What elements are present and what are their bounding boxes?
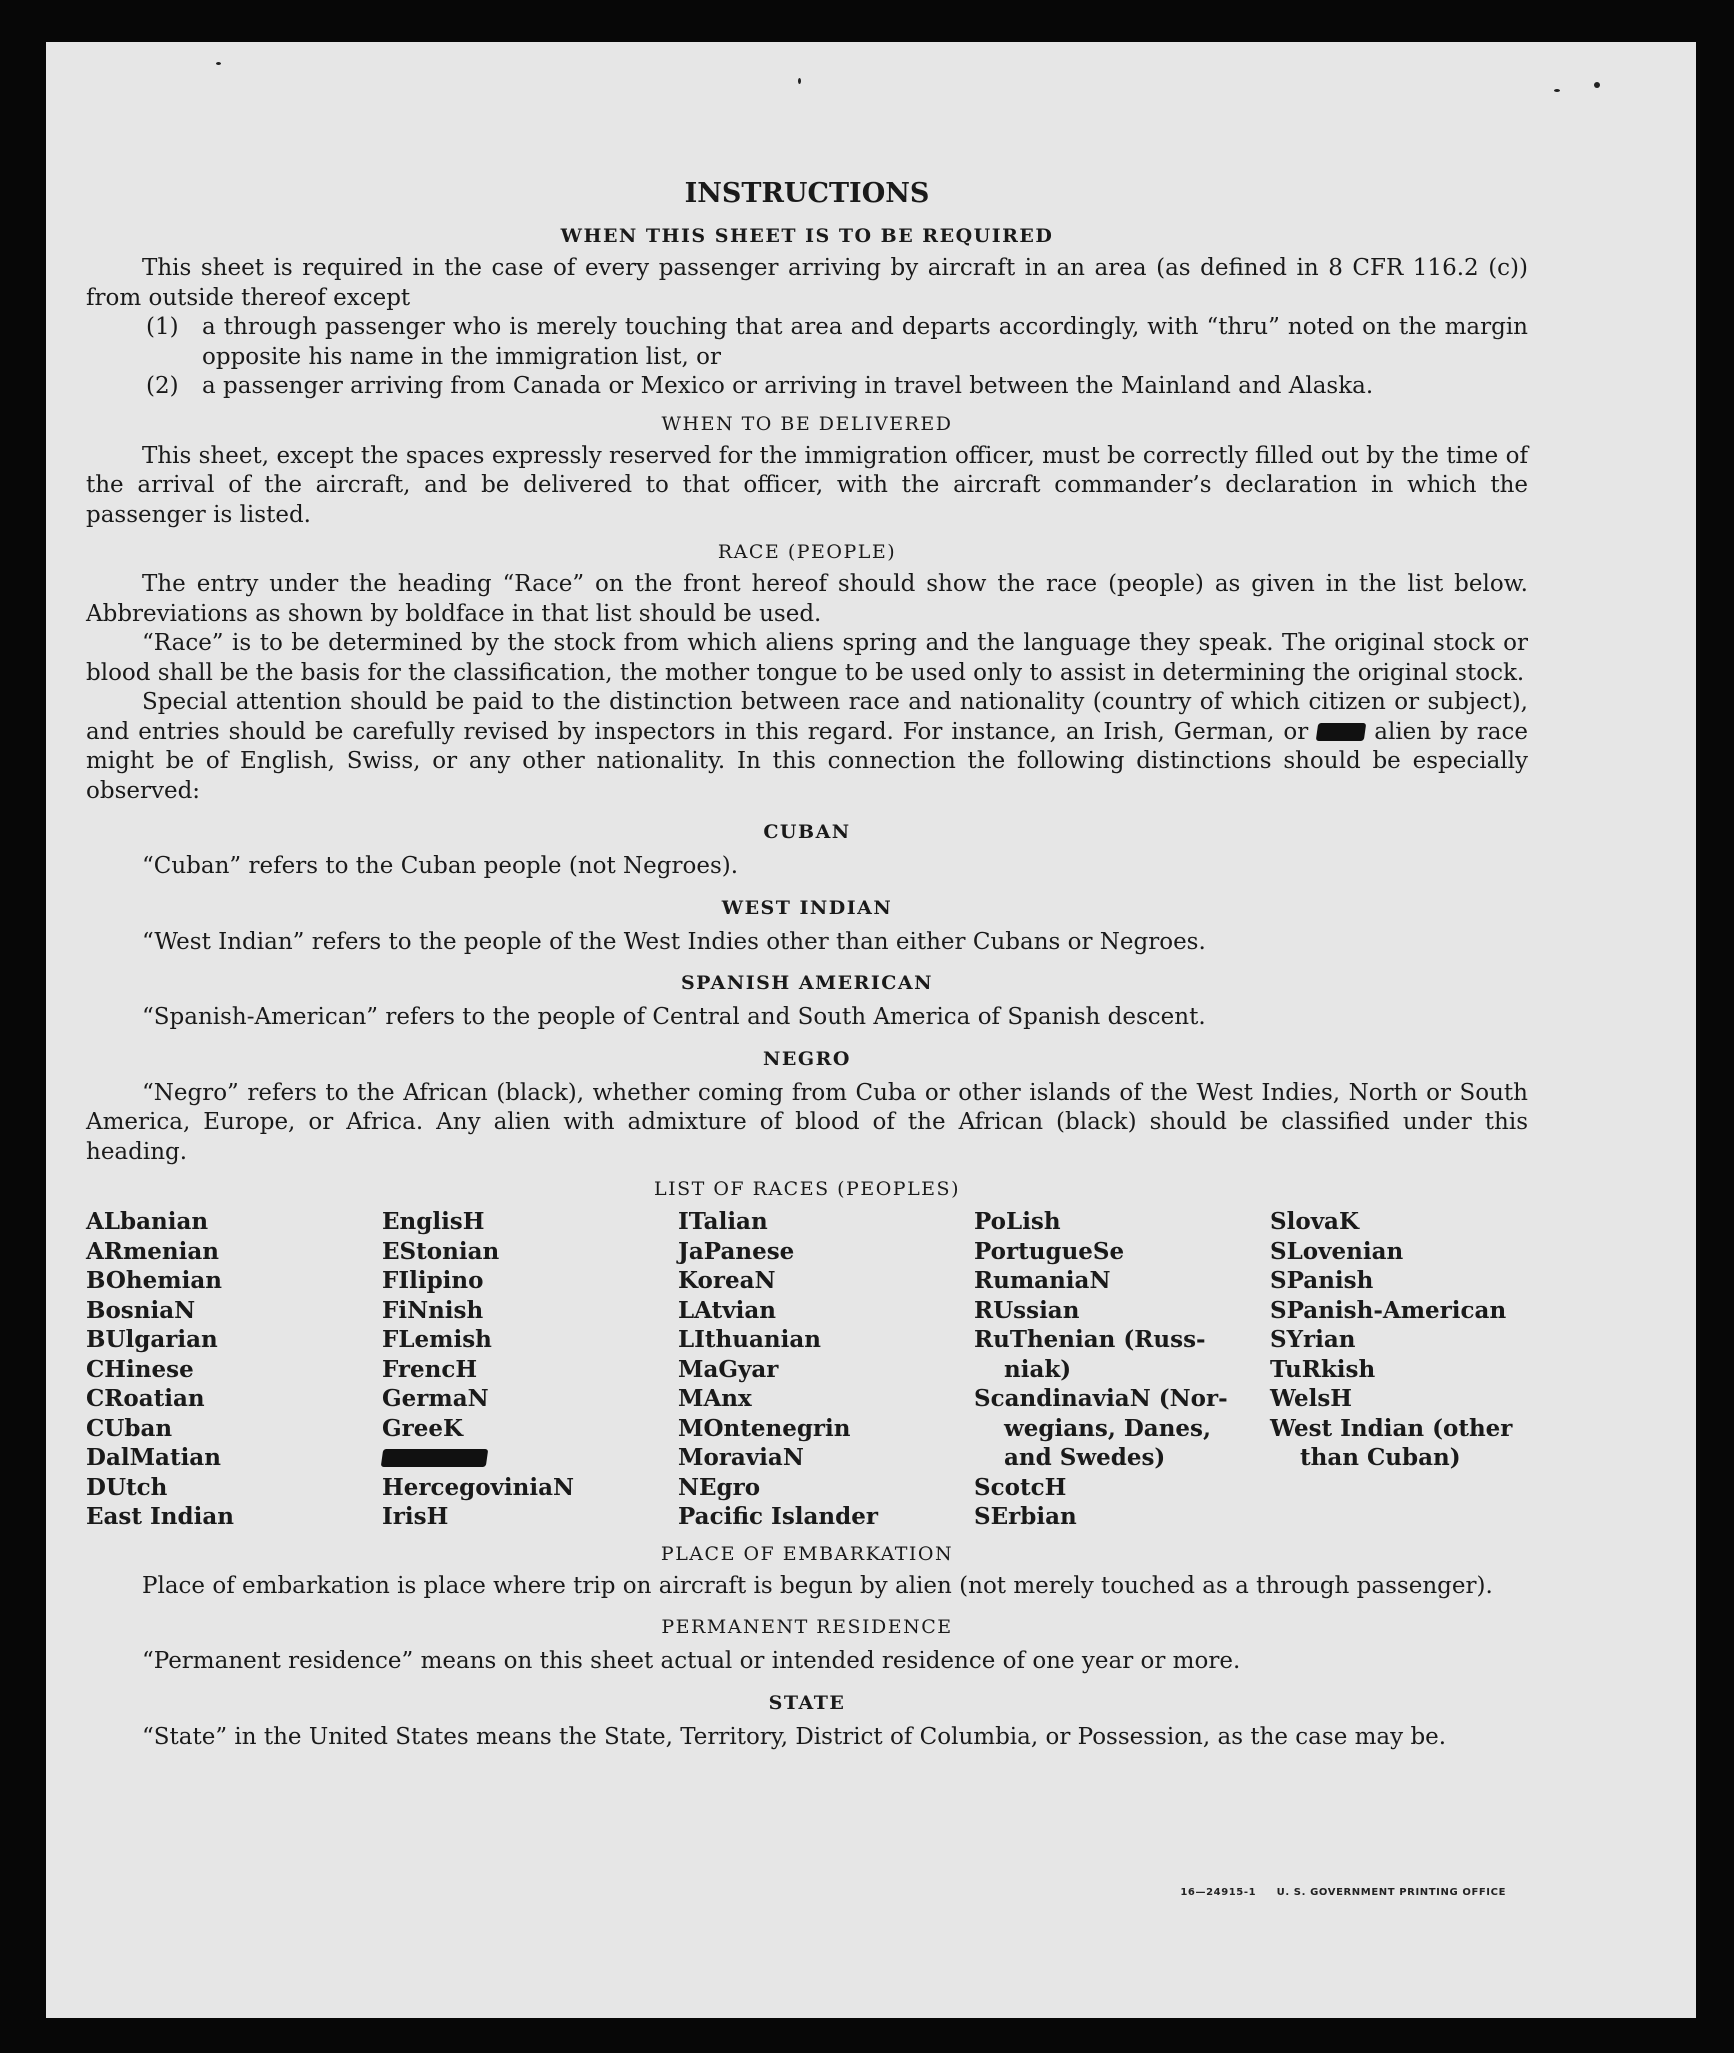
redaction-mark xyxy=(1316,723,1367,741)
race-entry: CRoatian xyxy=(86,1385,205,1412)
cuban-text: “Cuban” refers to the Cuban people (not Negroes). xyxy=(142,853,739,879)
heading-residence: PERMANENT RESIDENCE xyxy=(661,1616,953,1638)
document-page xyxy=(46,42,1696,2018)
exception-item xyxy=(146,313,1528,372)
race-entry: GreeK xyxy=(382,1414,464,1442)
embarkation-text: Place of embarkation is place where trip on aircraft is begun by alien (not merely touched as a through passenger). xyxy=(142,1572,1493,1599)
race-entry: ScotcH xyxy=(974,1473,1067,1501)
state-text: “State” in the United States means the State, Territory, District of Columbia, or Possession, as the case may be. xyxy=(142,1723,1447,1750)
race-entry: FIlipino xyxy=(382,1267,484,1294)
race-entry: WelsH xyxy=(1270,1385,1353,1412)
race-column xyxy=(86,1207,382,1532)
race-entry: CHinese xyxy=(86,1355,194,1383)
heading-cuban: CUBAN xyxy=(763,821,851,843)
race-entry: SYrian xyxy=(1270,1326,1356,1353)
race-entry: SlovaK xyxy=(1270,1208,1359,1235)
race-entry: East Indian xyxy=(86,1503,234,1530)
exception-item xyxy=(146,372,1528,402)
race-entry: SLovenian xyxy=(1270,1237,1404,1265)
negro-text: “Negro” refers to the African (black), whether coming from Cuba or other islands of the West Indies, North or South America, Europe, or Africa. Any alien with admixture of blood of the African (black) should be classified under this heading. xyxy=(86,1079,1528,1165)
heading-when-required: WHEN THIS SHEET IS TO BE REQUIRED xyxy=(560,225,1054,247)
race-entry: BUlgarian xyxy=(86,1326,218,1353)
race-entry: KoreaN xyxy=(678,1267,776,1294)
race-entry: PortugueSe xyxy=(974,1237,1125,1265)
race-column xyxy=(678,1207,974,1532)
west-indian-text: “West Indian” refers to the people of the West Indies other than either Cubans or Negroes. xyxy=(142,928,1206,955)
race-entry: FLemish xyxy=(382,1326,492,1353)
spanish-american-text: “Spanish-American” refers to the people of Central and South America of Spanish descent. xyxy=(142,1004,1206,1030)
heading-state: STATE xyxy=(768,1691,846,1714)
exception-number: (1) xyxy=(146,314,179,340)
race-paragraph-3 xyxy=(86,688,1528,806)
race-entry: ARmenian xyxy=(86,1237,220,1265)
race-entry: ALbanian xyxy=(86,1208,209,1235)
exception-number: (2) xyxy=(146,373,179,399)
race-entry: SErbian xyxy=(974,1503,1077,1530)
race-column xyxy=(382,1207,678,1532)
race-entry: SPanish-American xyxy=(1270,1296,1507,1324)
race-entry: West Indian (other xyxy=(1270,1414,1513,1442)
race-entry: HercegoviniaN xyxy=(382,1473,575,1501)
redaction-mark xyxy=(381,1449,489,1467)
race-entry: RUssian xyxy=(974,1296,1080,1324)
heading-when-delivered: WHEN TO BE DELIVERED xyxy=(661,412,953,435)
race-entry: MAnx xyxy=(678,1385,752,1412)
race-entry-continued: niak) xyxy=(1004,1355,1072,1383)
form-code: 16—24915-1 xyxy=(1180,1887,1257,1898)
race-entry: NEgro xyxy=(678,1473,761,1501)
race-entry: GermaN xyxy=(382,1385,489,1412)
race-column xyxy=(1270,1207,1566,1532)
print-speck xyxy=(1594,82,1600,88)
race-entry: DalMatian xyxy=(86,1444,221,1471)
race-entry: EStonian xyxy=(382,1237,500,1265)
heading-race: RACE (PEOPLE) xyxy=(717,541,897,563)
print-speck xyxy=(1554,89,1560,92)
race-list xyxy=(86,1207,1528,1532)
race-entry-redacted xyxy=(382,1443,678,1473)
page-title: INSTRUCTIONS xyxy=(684,178,930,209)
race-entry: FiNnish xyxy=(382,1296,484,1324)
race-entry: LAtvian xyxy=(678,1296,776,1324)
printer-name: U. S. GOVERNMENT PRINTING OFFICE xyxy=(1276,1887,1506,1898)
race-entry: RumaniaN xyxy=(974,1267,1111,1294)
when-delivered-text: This sheet, except the spaces expressly reserved for the immigration officer, must be correctly filled out by the time of the arrival of the aircraft, and be delivered to that officer, with the aircraft commander’s declaration in which the passenger is listed. xyxy=(86,442,1528,528)
print-speck xyxy=(216,62,221,65)
race-entry: TuRkish xyxy=(1270,1355,1376,1383)
race-column xyxy=(974,1207,1270,1532)
heading-embarkation: PLACE OF EMBARKATION xyxy=(660,1542,954,1565)
race-entry: Pacific Islander xyxy=(678,1503,878,1530)
race-entry: SPanish xyxy=(1270,1267,1374,1294)
race-entry: MoraviaN xyxy=(678,1444,804,1471)
exception-text: a through passenger who is merely touching that area and departs accordingly, with “thru” noted on the margin opposite his name in the immigration list, or xyxy=(202,314,1528,370)
race-entry: ScandinaviaN (Nor- xyxy=(974,1385,1228,1412)
heading-list-of-races: LIST OF RACES (PEOPLES) xyxy=(654,1178,960,1200)
race-entry: MaGyar xyxy=(678,1355,779,1383)
race-entry: ITalian xyxy=(678,1208,768,1235)
race-paragraph-3-start: Special attention should be paid to the distinction between race and nationality (country of which citizen or subject), and entries should be carefully revised by inspectors in this regard. For instance, an Irish, German, or xyxy=(86,689,1528,745)
race-entry: MOntenegrin xyxy=(678,1414,851,1442)
print-speck xyxy=(798,78,801,84)
race-entry: BosniaN xyxy=(86,1296,196,1324)
print-footer xyxy=(1180,1887,1506,1898)
heading-spanish-american: SPANISH AMERICAN xyxy=(680,972,934,994)
race-entry: FrencH xyxy=(382,1355,478,1383)
heading-negro: NEGRO xyxy=(763,1047,851,1070)
race-paragraph-2: “Race” is to be determined by the stock from which aliens spring and the language they speak. The original stock or blood shall be the basis for the classification, the mother tongue to be used only to assist in determining the original stock. xyxy=(86,630,1528,686)
race-entry: EnglisH xyxy=(382,1208,485,1235)
race-entry: JaPanese xyxy=(678,1237,795,1265)
race-entry-continued: than Cuban) xyxy=(1300,1444,1461,1471)
race-entry: DUtch xyxy=(86,1473,168,1501)
race-entry: IrisH xyxy=(382,1503,449,1530)
residence-text: “Permanent residence” means on this sheet actual or intended residence of one year or more. xyxy=(142,1648,1241,1674)
race-paragraph-3-end: alien by race might be of English, Swiss, or any other nationality. In this connection the following distinctions should be especially observed: xyxy=(86,718,1528,804)
race-entry: BOhemian xyxy=(86,1267,222,1294)
race-paragraph-1: The entry under the heading “Race” on the front hereof should show the race (people) as given in the list below. Abbreviations as shown by boldface in that list should be used. xyxy=(86,571,1528,627)
race-entry: LIthuanian xyxy=(678,1326,821,1353)
heading-west-indian: WEST INDIAN xyxy=(721,896,893,919)
race-entry: CUban xyxy=(86,1414,173,1442)
race-entry-continued: and Swedes) xyxy=(1004,1444,1166,1471)
race-entry-continued: wegians, Danes, xyxy=(1004,1414,1211,1442)
instructions-body xyxy=(86,174,1528,1752)
exception-text: a passenger arriving from Canada or Mexico or arriving in travel between the Mainland and Alaska. xyxy=(202,373,1374,399)
race-entry: PoLish xyxy=(974,1208,1061,1235)
race-entry: RuThenian (Russ- xyxy=(974,1326,1206,1353)
when-required-intro: This sheet is required in the case of every passenger arriving by aircraft in an area (as defined in 8 CFR 116.2 (c)) from outside thereof except xyxy=(86,255,1528,311)
